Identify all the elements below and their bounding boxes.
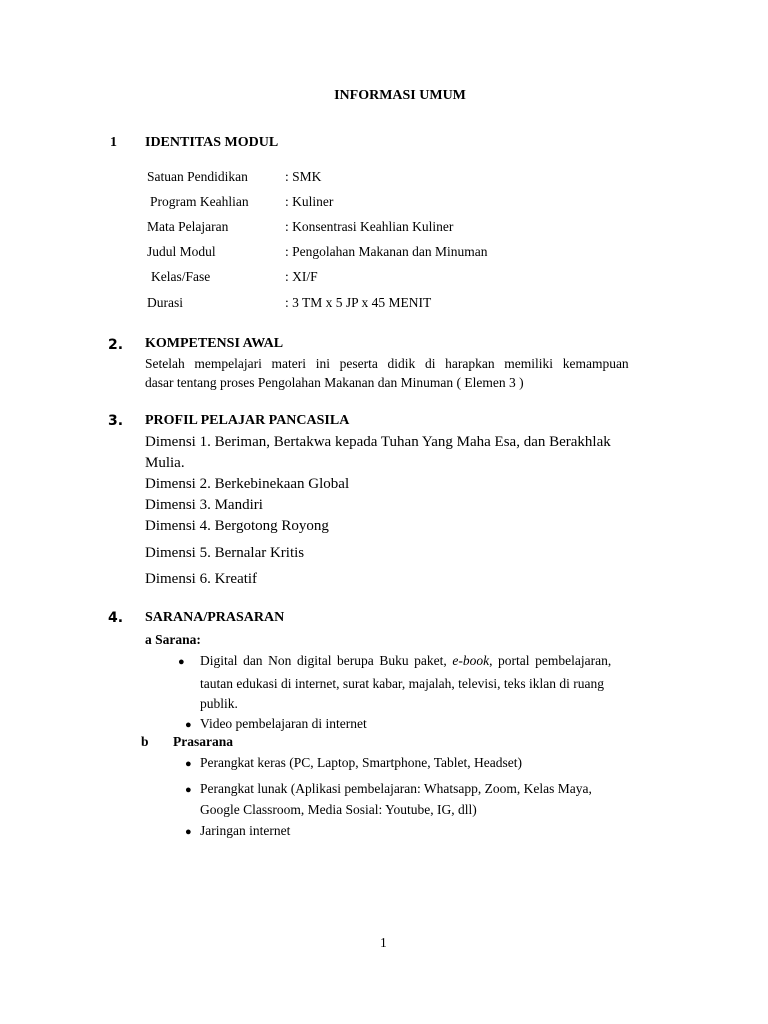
paragraph-line: dasar tentang proses Pengolahan Makanan dan Minuman ( Elemen 3 ) xyxy=(145,375,524,390)
bullet-icon: ● xyxy=(185,784,192,796)
identity-label: Satuan Pendidikan xyxy=(147,169,248,184)
list-item: Perangkat lunak (Aplikasi pembelajaran: Whatsapp, Zoom, Kelas Maya, xyxy=(200,781,592,796)
paragraph-line: Setelah mempelajari materi ini peserta didik di harapkan memiliki kemampuan xyxy=(145,356,629,371)
list-item-continued: publik. xyxy=(200,696,238,711)
dimension-line: Dimensi 6. Kreatif xyxy=(145,571,258,587)
list-item: Jaringan internet xyxy=(200,823,291,838)
bullet-icon: ● xyxy=(178,656,185,668)
section-3-number: 3. xyxy=(108,413,124,429)
identity-value: : XI/F xyxy=(285,269,318,284)
dimension-line: Dimensi 2. Berkebinekaan Global xyxy=(145,476,350,492)
identity-label: Durasi xyxy=(147,295,183,310)
identity-label: Kelas/Fase xyxy=(151,269,211,284)
list-item: Perangkat keras (PC, Laptop, Smartphone, Tablet, Headset) xyxy=(200,755,522,770)
section-4-number: 4. xyxy=(108,610,124,626)
dimension-line: Dimensi 3. Mandiri xyxy=(145,497,263,513)
identity-value: : Pengolahan Makanan dan Minuman xyxy=(285,244,488,259)
dimension-line: Mulia. xyxy=(145,455,185,471)
section-3-heading: PROFIL PELAJAR PANCASILA xyxy=(145,413,350,428)
section-2-number: 2. xyxy=(108,337,124,353)
prasarana-letter: b xyxy=(141,734,149,749)
bullet-icon: ● xyxy=(185,758,192,770)
page-number: 1 xyxy=(380,935,387,950)
section-4-heading: SARANA/PRASARAN xyxy=(145,610,285,625)
identity-value: : Konsentrasi Keahlian Kuliner xyxy=(285,219,454,234)
bullet-icon: ● xyxy=(185,719,192,731)
list-item-continued: Google Classroom, Media Sosial: Youtube, IG, dll) xyxy=(200,802,477,817)
prasarana-label: Prasarana xyxy=(173,734,233,749)
identity-value: : Kuliner xyxy=(285,194,334,209)
section-1-number: 1 xyxy=(110,135,117,150)
bullet-icon: ● xyxy=(185,826,192,838)
identity-value: : SMK xyxy=(285,169,322,184)
page-title: INFORMASI UMUM xyxy=(334,88,466,103)
list-item: Digital dan Non digital berupa Buku paket, e-book, portal pembelajaran, xyxy=(200,653,612,668)
section-2-heading: KOMPETENSI AWAL xyxy=(145,336,284,351)
identity-label: Mata Pelajaran xyxy=(147,219,229,234)
dimension-line: Dimensi 4. Bergotong Royong xyxy=(145,518,329,534)
sarana-label: a Sarana: xyxy=(145,632,201,647)
identity-value: : 3 TM x 5 JP x 45 MENIT xyxy=(285,295,432,310)
identity-label: Judul Modul xyxy=(147,244,216,259)
list-item-continued: tautan edukasi di internet, surat kabar, majalah, televisi, teks iklan di ruang xyxy=(200,676,604,691)
dimension-line: Dimensi 5. Bernalar Kritis xyxy=(145,545,305,561)
identity-label: Program Keahlian xyxy=(150,194,249,209)
section-1-heading: IDENTITAS MODUL xyxy=(145,135,279,150)
list-item: Video pembelajaran di internet xyxy=(200,716,367,731)
dimension-line: Dimensi 1. Beriman, Bertakwa kepada Tuhan Yang Maha Esa, dan Berakhlak xyxy=(145,434,611,450)
